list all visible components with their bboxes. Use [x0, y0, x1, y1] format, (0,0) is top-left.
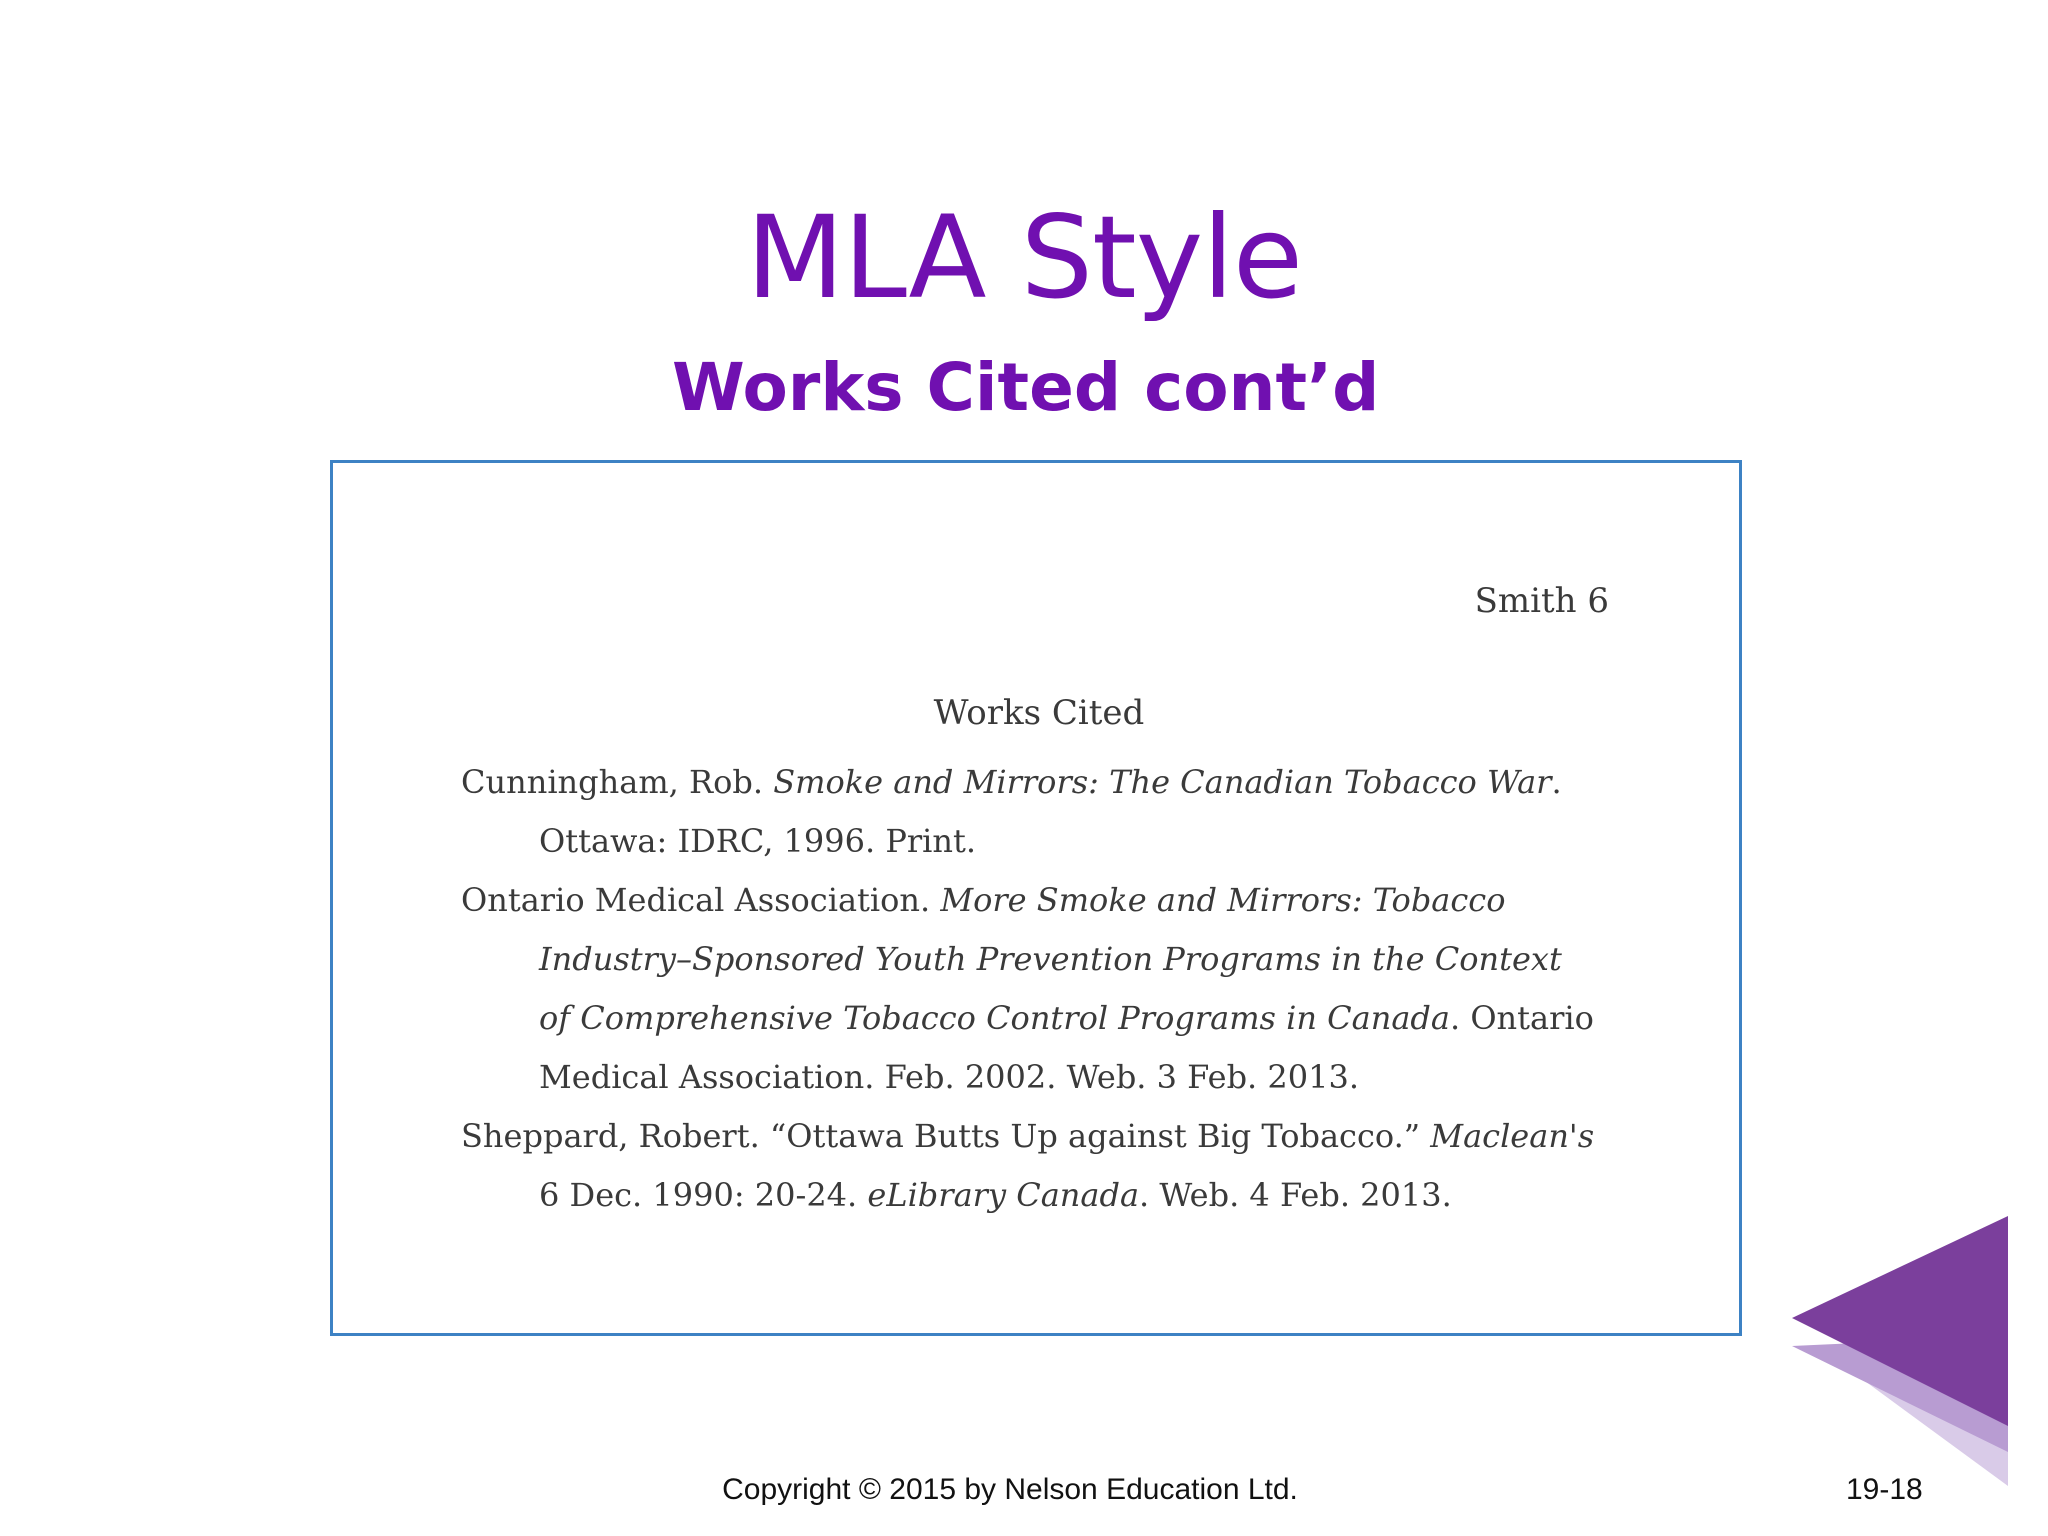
citation-author: Sheppard, Robert. “Ottawa Butts Up against Big Tobacco.”	[461, 1117, 1431, 1155]
works-cited-page-image	[330, 460, 1742, 1336]
works-cited-heading: Works Cited	[933, 693, 1145, 733]
slide-number: 19-18	[1846, 1473, 1923, 1506]
citation-entry	[461, 1107, 1601, 1225]
page-header: Smith 6	[1474, 581, 1609, 621]
citation-database: eLibrary Canada	[867, 1176, 1140, 1214]
citation-list	[461, 753, 1601, 1225]
citation-title: Maclean's	[1430, 1117, 1595, 1155]
copyright-footer: Copyright © 2015 by Nelson Education Ltd.	[722, 1473, 1298, 1506]
citation-title: Smoke and Mirrors: The Canadian Tobacco War	[773, 763, 1552, 801]
slide-subtitle: Works Cited cont’d	[672, 349, 1380, 426]
citation-author: Cunningham, Rob.	[461, 763, 774, 801]
citation-details: . Ottawa: IDRC, 1996. Print.	[539, 763, 1562, 860]
citation-entry	[461, 753, 1601, 871]
slide-title: MLA Style	[745, 191, 1303, 324]
citation-details: . Web. 4 Feb. 2013.	[1139, 1176, 1452, 1214]
citation-title: More Smoke and Mirrors: Tobacco Industry–Sponsored Youth Prevention Programs in the Context of Comprehensive Tobacco Control Programs in Canada	[539, 881, 1562, 1037]
citation-author: Ontario Medical Association.	[461, 881, 941, 919]
citation-details: 6 Dec. 1990: 20-24.	[539, 1176, 868, 1214]
citation-details: . Ontario Medical Association. Feb. 2002. Web. 3 Feb. 2013.	[539, 999, 1594, 1096]
citation-entry	[461, 871, 1601, 1107]
triangle-arrow-decoration-icon	[1788, 1216, 2008, 1486]
